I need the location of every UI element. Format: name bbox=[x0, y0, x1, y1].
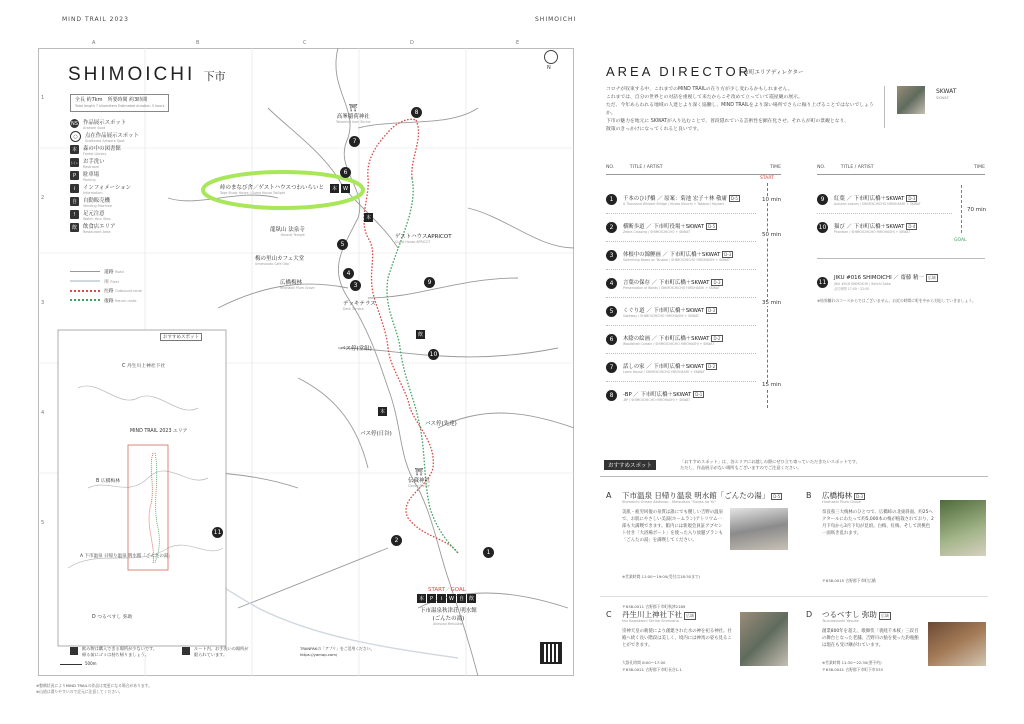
legend-item-restaurant bbox=[70, 221, 139, 234]
place-label-en: Takamine Inari Shrine bbox=[336, 120, 371, 124]
qr-caption bbox=[300, 646, 515, 658]
spot-title-text: 下市温泉 日帰り温泉 明水館「ごんたの湯」 bbox=[622, 491, 770, 500]
place-label: 高峯稲荷神社 bbox=[336, 114, 370, 120]
header-left: MIND TRAIL 2023 bbox=[62, 16, 129, 23]
spot-a-en: Shimoichi Onsen Akitsuso - Meisuikan "Gonta no Yu" bbox=[622, 500, 717, 504]
spot-c-photo bbox=[740, 612, 788, 666]
place-highlight[interactable] bbox=[220, 183, 324, 195]
row-number: 9 bbox=[817, 194, 828, 205]
inset-label: おすすめスポット bbox=[160, 333, 202, 341]
legend-label-en: Vending Machine bbox=[83, 203, 112, 208]
book-icon: 本 bbox=[331, 186, 337, 192]
restroom-icon: W bbox=[447, 594, 456, 603]
table-row[interactable] bbox=[606, 186, 756, 214]
place-label-en: Toge Study House / Guest House Twilight bbox=[220, 191, 286, 195]
scale-line bbox=[60, 664, 82, 665]
row-number: 10 bbox=[818, 224, 827, 231]
place-label: 伝蔵神社 bbox=[408, 478, 431, 484]
divider bbox=[884, 86, 885, 128]
spot-7-marker[interactable]: 7 bbox=[349, 136, 360, 147]
grid-tag: D-3 bbox=[856, 494, 864, 499]
spot-title-text: 広橋梅林 bbox=[822, 491, 852, 500]
place-label-en: Guest House APRICOT bbox=[395, 240, 431, 244]
place-shrine-bottom[interactable] bbox=[408, 468, 430, 488]
map-title bbox=[68, 64, 226, 86]
th-no: NO. bbox=[817, 165, 826, 170]
time-35: 35 min bbox=[762, 300, 782, 306]
legend-item-caution bbox=[70, 208, 139, 221]
recommend-desc-line: 「おすすめスポット」は、各エリアにお越しの際にぜひ立ち寄っていただきたいスポットです。 bbox=[680, 459, 860, 464]
qr-caption-text: TRANPAKの「アプリ」をご活用ください。 bbox=[300, 646, 375, 651]
intro-line: これまでは、自分の世界との対話を重視して来たからこそ改めて立っていて霞屋観の展示。 bbox=[606, 95, 803, 100]
table-right-head bbox=[817, 165, 985, 175]
line-legend-outbound bbox=[70, 287, 142, 297]
spot-d-info1: ※営業時間 11:30〜22:30(要予約) bbox=[822, 660, 882, 665]
legend-item-parking bbox=[70, 169, 139, 182]
note-line: ルート内、お手洗いの場所が bbox=[194, 646, 249, 651]
summary-jp: 全長 約7km 所要時間 約3時間 bbox=[75, 97, 148, 103]
row-en: Loom House / SHIMOICHICHO HIROHASHI + SKWAT bbox=[623, 369, 705, 374]
row-en: Zebra Crossing / SHIMOICHICHO + SKWAT bbox=[623, 229, 691, 234]
place-bus3[interactable]: バス停(先達) bbox=[425, 421, 457, 427]
row-en: -BP / SHIMOICHICHO HIROHASHI + SKWAT bbox=[623, 397, 691, 402]
grid-row-3: 3 bbox=[41, 300, 45, 306]
row-hours: 点灯時間 17:00〜22:00 bbox=[834, 287, 870, 291]
line-legend-river bbox=[70, 278, 142, 288]
summary-box bbox=[70, 94, 169, 112]
spot-c-body: 崇神天皇の勅使により創建された水の神を祀る神社。社殿へ続く長い階段は美しく、境内には神馬の姿も見ることができます。 bbox=[622, 629, 732, 648]
row-number: 11 bbox=[818, 278, 827, 286]
line-legend-label-en: Road bbox=[115, 270, 124, 274]
intro-line: 散策のきっかけになってくれると良いです。 bbox=[606, 127, 702, 132]
book-icon: 本 bbox=[379, 409, 385, 415]
legend-item-vending bbox=[70, 195, 139, 208]
spot-b-en: Hirohashi Plum Grove bbox=[822, 500, 861, 504]
table-row[interactable] bbox=[606, 270, 756, 298]
legend-label: 自動販売機 bbox=[83, 197, 110, 204]
book-icon: 本 bbox=[418, 596, 424, 602]
legend-label: 森の中の図書館 bbox=[83, 145, 121, 152]
place-label: ゲストハウスAPRICOT bbox=[395, 234, 452, 240]
row-number: 1 bbox=[606, 194, 617, 205]
compass-icon bbox=[544, 50, 558, 64]
footnote-line: ※整備状況によりMIND TRAILの作品は変更になる場合があります。 bbox=[36, 683, 153, 688]
place-plum[interactable] bbox=[280, 278, 314, 290]
line-legend-label-en: Return route bbox=[115, 298, 137, 303]
spot-8-marker[interactable]: 8 bbox=[411, 107, 422, 118]
spot-c-en: Niu Kawakami Shrine Shimosha bbox=[622, 619, 679, 623]
spot-title-text: 丹生川上神社下社 bbox=[622, 610, 682, 619]
spot-title-text: つるべすし 弥助 bbox=[822, 610, 877, 619]
place-guesthouse[interactable] bbox=[395, 232, 452, 244]
place-label-en: Denzo Shrine bbox=[408, 484, 430, 488]
th-time: TIME bbox=[973, 165, 985, 170]
grid-tag: D-5 bbox=[708, 223, 716, 229]
row-en: Woodshed Curtain / SHIMOICHICHO HIROHASHI + SKWAT bbox=[623, 341, 715, 346]
spot-4-marker[interactable]: 4 bbox=[343, 268, 354, 279]
grid-tag: D-3 bbox=[713, 279, 721, 285]
director-name: SKWAT bbox=[936, 88, 957, 95]
line-legend-return bbox=[70, 297, 142, 307]
grid-tag: D-4 bbox=[908, 223, 916, 229]
time-line-left bbox=[767, 183, 768, 408]
grid-tag: D-2 bbox=[713, 335, 721, 341]
goal-icons bbox=[417, 594, 476, 603]
row-number: 8 bbox=[606, 390, 617, 401]
note-drinks bbox=[82, 646, 157, 658]
intro-line: ただ、今年あらわれる地域の人達とより深く協働し、MIND TRAILをより深い場所でさらに掘り上げることではないでしょうか。 bbox=[606, 103, 874, 116]
grid-tag: 広域 bbox=[927, 275, 936, 280]
restroom-icon: W bbox=[341, 184, 350, 193]
th-title: TITLE / ARTIST bbox=[840, 165, 874, 170]
place-label: 峠のまなび舎／ゲストハウスつわいらいと bbox=[220, 185, 325, 191]
spot-d-key: D bbox=[806, 610, 813, 619]
legend-item-artwork bbox=[70, 117, 139, 130]
recommend-desc bbox=[680, 459, 860, 471]
parking-icon: P bbox=[70, 171, 79, 180]
row-en: JIKU #016 SHIMOICHI / Seiichi Saito bbox=[834, 282, 891, 286]
grid-tag: 広域 bbox=[880, 613, 889, 618]
row-en: Autumn Leaves / SHIMOICHICHO HIROHASHI + SKWAT bbox=[834, 201, 921, 206]
legend-item-restroom bbox=[70, 156, 139, 169]
book-icon: 本 bbox=[365, 215, 371, 221]
row-en: A Thousand Whisker Bridge / Hiroko Kikuchi + Takanori Hayashi bbox=[623, 201, 725, 206]
spot-c-key: C bbox=[606, 610, 612, 619]
divider bbox=[600, 596, 988, 597]
divider bbox=[817, 258, 985, 259]
spot-c-info1: 大祭礼時間 8:00〜17:00 bbox=[622, 660, 666, 665]
place-shrine-top[interactable] bbox=[336, 104, 370, 124]
grid-row-5: 5 bbox=[41, 520, 45, 526]
grid-tag: 広域 bbox=[686, 613, 694, 618]
spot-b-info1: 〒638-0015 吉野郡下市町広橋 bbox=[822, 578, 876, 583]
row-en: Swimming Boxes on Tanakal / SHIMOICHICHO HIROHASHI + SKWAT bbox=[623, 257, 731, 262]
director-title-jp: 下市町エリアディレクター bbox=[738, 70, 804, 76]
row-number: 4 bbox=[606, 278, 617, 289]
legend-label-en: Restaurant Area bbox=[83, 229, 111, 234]
header-right: SHIMOICHI bbox=[535, 16, 577, 23]
grid-col-d: D bbox=[410, 40, 414, 46]
table-row[interactable] bbox=[606, 326, 756, 354]
info-icon: i bbox=[70, 184, 79, 193]
spot-a-body: 美肌・疲労回復の泉質は誰にでも優しい吉野の温泉で、お肌にやさしい美湯(ホームラン)アトリウム一部も大満喫できます。館内には新規会員証アブセント付き「大浴場ボート」を使った入り放題プランも「ごんたの湯」を満喫してください。 bbox=[622, 510, 723, 543]
map-title-jp: 下市 bbox=[203, 71, 226, 83]
legend-label: 駐車場 bbox=[83, 171, 100, 178]
spot-d-en: Tsurubezushi Yasuke bbox=[822, 619, 859, 623]
spot-d-photo bbox=[928, 622, 986, 666]
legend-label: インフォメーション bbox=[83, 184, 132, 191]
row-title: 猫び ／ 下市町広橋＋SKWAT bbox=[834, 223, 905, 230]
vending-machine-icon: 自 bbox=[71, 199, 77, 205]
extra-row[interactable] bbox=[817, 273, 938, 291]
summary-en: Total length 7 kilometers Estimated duration 3 hours bbox=[75, 104, 165, 108]
table-row[interactable] bbox=[606, 214, 756, 242]
line-legend-label-en: Outbound route bbox=[115, 289, 143, 293]
north-label: N bbox=[547, 65, 551, 71]
legend-label: 飲食店エリア bbox=[83, 223, 116, 230]
row-en: Phantom / SHIMOICHICHO HIROHASHI + SKWAT bbox=[834, 229, 911, 234]
legend-label-en: Information bbox=[83, 190, 103, 195]
row-title: くぐり道 ／ 下市町広橋＋SKWAT bbox=[623, 307, 705, 314]
spot-a-info2: 〒638-0011 吉野郡下市町秋津2189 bbox=[622, 604, 686, 609]
place-label: 下市温泉秋津荘 明水館 bbox=[420, 608, 477, 614]
grid-tag: D-5 bbox=[773, 494, 781, 499]
spot-6-marker[interactable]: 6 bbox=[340, 167, 351, 178]
th-no: NO. bbox=[606, 165, 615, 170]
scattered-spot-icon: ○ bbox=[70, 131, 81, 142]
spot-10-marker[interactable]: 10 bbox=[429, 351, 438, 358]
restaurant-icon: 飲 bbox=[468, 596, 474, 602]
time-15: 15 min bbox=[762, 382, 782, 388]
legend-item-scattered bbox=[70, 130, 139, 143]
grid-tag: D-3 bbox=[908, 195, 916, 201]
recommend-label: おすすめスポット bbox=[604, 460, 656, 470]
legend-label: 足元注意 bbox=[83, 210, 105, 217]
place-label: 広橋梅林 bbox=[280, 280, 303, 286]
start-label: START bbox=[760, 176, 774, 181]
goal-label: GOAL bbox=[954, 238, 967, 243]
time-line-right bbox=[961, 185, 962, 233]
info-icon: i bbox=[437, 594, 446, 603]
inset-c[interactable]: C 丹生川上神社下社 bbox=[122, 364, 166, 369]
th-title: TITLE / ARTIST bbox=[629, 165, 663, 170]
spot-d-body: 創業800年を超え、歌舞伎「義経千本桜」三段目の舞台となった老舗。吉野川の鮎を使った釣瓶鮨は現在も受け継がれています。 bbox=[822, 629, 919, 648]
qr-code[interactable] bbox=[540, 642, 562, 664]
table-row[interactable] bbox=[817, 186, 952, 214]
line-legend-label: 川 bbox=[104, 279, 109, 285]
spot-b-body: 奈良県三大梅林のひとつで、広橋峠の北東斜面、約25ヘクタールにわたって約5,000本の梅が植栽されており、2月下旬から3月下旬が見頃。白梅、紅梅、そして淡桃色一面咲き乱れます。 bbox=[822, 510, 934, 536]
legend-label: お手洗い bbox=[83, 158, 105, 165]
legend-label: 点在作品展示スポット bbox=[85, 132, 139, 139]
vending-machine-icon: 自 bbox=[458, 596, 464, 602]
restaurant-icon: 飲 bbox=[71, 225, 77, 231]
table-row[interactable] bbox=[606, 298, 756, 326]
th-time: TIME bbox=[769, 165, 781, 170]
legend-label-en: Parking bbox=[83, 177, 96, 182]
table-row[interactable] bbox=[606, 242, 756, 270]
row-en: Gateway / SHIMOICHICHO HIROHASHI + SKWAT bbox=[623, 313, 699, 318]
row-title: 横断歩道 ／ 下市町役場＋SKWAT bbox=[623, 223, 705, 230]
grid-col-a: A bbox=[92, 40, 96, 46]
legend bbox=[70, 117, 139, 234]
place-bus2[interactable]: バス停(日谷) bbox=[360, 431, 392, 437]
place-label: デッキテラス bbox=[343, 301, 376, 307]
restaurant-icon: 飲 bbox=[417, 332, 423, 338]
row-title: 千本のひげ橋 ／ 原案：菊池 宏子＋林 敬庸 bbox=[623, 195, 727, 202]
place-label: 梅の里山カフェ大堂 bbox=[255, 256, 305, 262]
intro-line: 下市の魅力を地元に SKWATが入り込むことで、普段隠れている芸術性を顕在化させ、それらが町の景観となり、 bbox=[606, 119, 850, 124]
spot-1-marker[interactable]: 1 bbox=[483, 547, 494, 558]
footnote-line: ※山道は滑りやすいので足元に注意してください。 bbox=[36, 689, 123, 694]
place-label-en: Hirohashi Plum Grove bbox=[280, 286, 315, 290]
table-left-body bbox=[606, 186, 756, 409]
inset-d[interactable]: D つるべすし 弥助 bbox=[92, 615, 133, 620]
map-title-en: SHIMOICHI bbox=[68, 64, 196, 85]
shrine-icon: ⛩ bbox=[414, 468, 424, 476]
spot-d-info2: 〒638-0041 吉野郡下市町下市533 bbox=[822, 667, 883, 672]
table-right-body bbox=[817, 186, 952, 241]
line-legend bbox=[70, 268, 142, 306]
spot-a-info1: ※営業時間 11:00〜19:00(受付は18:30まで) bbox=[622, 574, 701, 579]
place-cafe[interactable] bbox=[255, 254, 304, 266]
grid-col-e: E bbox=[516, 40, 520, 46]
time-50: 50 min bbox=[762, 232, 782, 238]
place-label-en: Akitsuso Meisuikan bbox=[433, 622, 464, 626]
spot-c-info2: 〒638-0021 吉野郡下市町長谷1-1 bbox=[622, 667, 682, 672]
spot-11-marker[interactable]: 11 bbox=[213, 529, 222, 536]
artwork-spot-icon: NS bbox=[71, 120, 78, 127]
row-number: 3 bbox=[606, 250, 617, 261]
spot-b-photo bbox=[940, 500, 986, 556]
inset-title: MIND TRAIL 2023 エリア bbox=[130, 429, 188, 434]
row-title: 体根中の錦鯉画 ／ 下市町広橋＋SKWAT bbox=[623, 251, 721, 258]
legend-label-en: Forest Library bbox=[83, 151, 107, 156]
line-legend-road bbox=[70, 268, 142, 278]
inset-a[interactable]: A 下市温泉 日帰り温泉 明水館「ごんたの湯」 bbox=[80, 554, 173, 559]
director-intro bbox=[606, 86, 876, 134]
intro-line: コロナが収束する中、これまでのMIND TRAILの在り方が少し変わるかもしれません。 bbox=[606, 87, 793, 92]
line-legend-label-en: River bbox=[110, 279, 120, 284]
footnotes bbox=[36, 683, 576, 695]
restroom-icon: トイレ bbox=[70, 158, 79, 167]
director-title: AREA DIRECTOR bbox=[606, 64, 751, 79]
place-temple[interactable] bbox=[270, 225, 305, 237]
restroom-icon bbox=[182, 647, 190, 655]
table-left-head bbox=[606, 165, 781, 175]
legend-label-en: Restroom bbox=[83, 164, 100, 169]
shrine-icon: ⛩ bbox=[348, 104, 358, 112]
extra-note: ※結界離れのコースからではございません。お近の時間に町を中から対応していきましょう。 bbox=[817, 298, 976, 303]
row-title: 木陰の絵画 ／ 下市町広橋＋SKWAT bbox=[623, 335, 710, 342]
legend-label-en: Scattered Artwork Spot bbox=[85, 138, 125, 143]
table-row[interactable] bbox=[606, 354, 756, 382]
grid-tag: D-5 bbox=[730, 195, 738, 201]
table-row[interactable] bbox=[817, 214, 952, 241]
row-title: -BP ／ 下市町広橋＋SKWAT bbox=[623, 391, 692, 398]
row-number: 2 bbox=[606, 222, 617, 233]
spot-a-key: A bbox=[606, 491, 612, 500]
drink-icon bbox=[70, 647, 78, 655]
place-label-en: Hosenji Temple bbox=[280, 233, 305, 237]
place-label-en: Umenosato Cafe Odo bbox=[255, 262, 289, 266]
grid-col-b: B bbox=[196, 40, 200, 46]
legend-label-en: Watch Your Step bbox=[83, 216, 111, 221]
row-number: 5 bbox=[606, 306, 617, 317]
spot-2-marker[interactable]: 2 bbox=[391, 535, 402, 546]
line-legend-label: 道路 bbox=[104, 270, 114, 275]
director-name-sub: SKWAT bbox=[936, 95, 949, 100]
book-icon: 本 bbox=[71, 147, 77, 153]
note-line: 帰る前にゴミは持ち帰りましょう。 bbox=[82, 652, 150, 657]
row-title: 言葉の保存 ／ 下市町広橋＋SKWAT bbox=[623, 279, 710, 286]
inset-b[interactable]: B 広橋梅林 bbox=[96, 479, 121, 484]
row-en: Preservation of Words / SHIMOICHICHO HIROHASHI + SKWAT bbox=[623, 285, 720, 290]
note-restroom bbox=[194, 646, 248, 658]
grid-row-1: 1 bbox=[41, 95, 45, 101]
director-photo bbox=[897, 86, 925, 114]
place-deck[interactable] bbox=[343, 299, 376, 311]
grid-tag: D-1 bbox=[695, 391, 703, 397]
grid-col-c: C bbox=[303, 40, 307, 46]
spot-b-key: B bbox=[806, 491, 812, 500]
line-legend-label: 往路 bbox=[104, 289, 114, 294]
place-goal[interactable] bbox=[420, 606, 477, 626]
divider bbox=[600, 476, 988, 477]
legend-label: 作品展示スポット bbox=[83, 119, 127, 126]
scale-label: 500m bbox=[85, 661, 97, 666]
time-10: 10 min bbox=[762, 197, 782, 203]
recommend-desc-line: ただし、作品展示がない場所もございますのでご注意ください。 bbox=[680, 465, 802, 470]
place-label-2: (ごんたの湯) bbox=[432, 616, 465, 622]
legend-label-en: Artwork Spot bbox=[83, 125, 106, 130]
table-row[interactable] bbox=[606, 382, 756, 409]
spot-9-marker[interactable]: 9 bbox=[424, 277, 435, 288]
spot-a-photo bbox=[730, 508, 788, 550]
parking-icon: P bbox=[427, 594, 436, 603]
row-number: 7 bbox=[606, 362, 617, 373]
row-title: JIKU #016 SHIMOICHI ／ 齋藤 精一 bbox=[834, 275, 924, 281]
place-label-en: Deck Terrace bbox=[343, 307, 364, 311]
row-title: 紅葉 ／ 下市町広橋＋SKWAT bbox=[834, 195, 905, 202]
grid-row-2: 2 bbox=[41, 195, 45, 201]
row-title: 話しの家 ／ 下市町広橋＋SKWAT bbox=[623, 363, 705, 370]
legend-item-info bbox=[70, 182, 139, 195]
row-number: 6 bbox=[606, 334, 617, 345]
start-goal-label: START／GOAL bbox=[428, 587, 466, 593]
place-label: 龍臥山 法泉寺 bbox=[270, 227, 305, 233]
spot-5-marker[interactable]: 5 bbox=[337, 239, 348, 250]
note-line: 限られています。 bbox=[194, 652, 228, 657]
spot-3-marker[interactable]: 3 bbox=[350, 280, 361, 291]
grid-tag: D-3 bbox=[708, 307, 716, 313]
grid-row-4: 4 bbox=[41, 410, 45, 416]
legend-item-library bbox=[70, 143, 139, 156]
note-line: 飲み物は購入できる場所が少ないです。 bbox=[82, 646, 158, 651]
grid-tag: D-2 bbox=[708, 363, 716, 369]
time-70: 70 min bbox=[967, 207, 987, 213]
caution-icon: ! bbox=[70, 210, 79, 219]
place-bus1[interactable]: バス停(堂組) bbox=[340, 346, 372, 352]
grid-tag: D-3 bbox=[724, 251, 732, 257]
qr-url[interactable]: https://yamap.com/ bbox=[300, 652, 338, 657]
line-legend-label: 復路 bbox=[104, 298, 114, 304]
